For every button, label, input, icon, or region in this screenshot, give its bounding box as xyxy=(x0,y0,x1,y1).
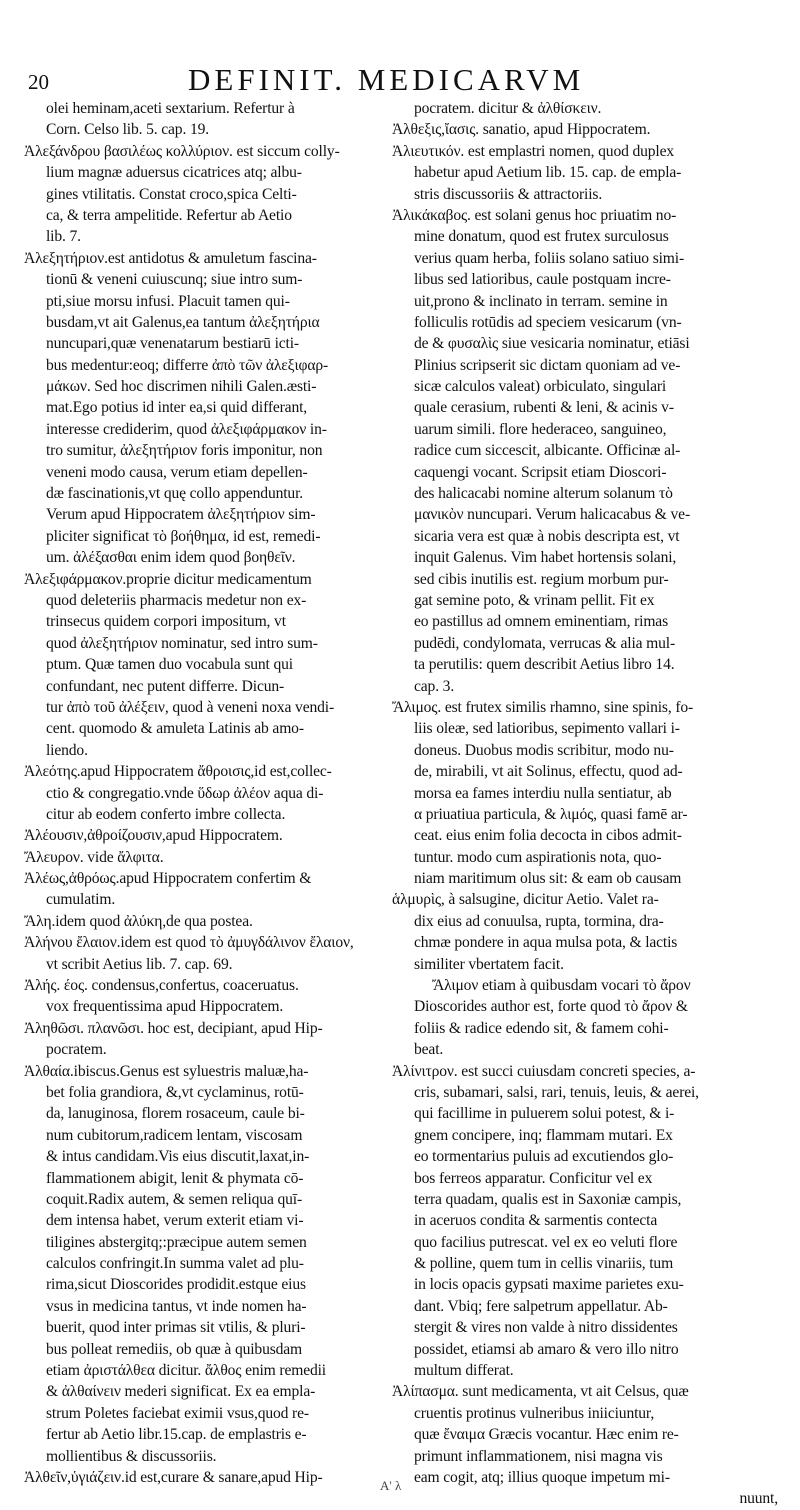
right-column-line: similiter vbertatem facit. xyxy=(414,955,564,973)
left-column-line: flammationem abigit, lenit & phymata cō- xyxy=(46,1169,304,1187)
right-column-line: pudēdi, condylomata, verrucas & alia mul- xyxy=(414,634,676,652)
left-column-line: da, lanuginosa, florem rosaceum, caule bi- xyxy=(46,1105,305,1123)
right-column-line: possidet, etiamsi ab amaro & vero illo nitro xyxy=(414,1340,679,1358)
right-column-line: niam maritimum olus sit: & eam ob causam xyxy=(414,870,682,888)
right-column-line: ἁλμυρὶς, à salsugine, dicitur Aetio. Valet ra- xyxy=(392,891,659,909)
right-column-line: multum differat. xyxy=(414,1362,514,1380)
left-column-line: ca, & terra ampelitide. Refertur ab Aetio xyxy=(46,206,292,224)
left-column-line: lium magnæ aduersus cicatrices atq; albu- xyxy=(46,164,302,182)
right-column-line: Ἀλθεξις,ἴασις. sanatio, apud Hippocratem. xyxy=(392,121,651,139)
right-column-line: eo tormentarius puluis ad excutiendos glo- xyxy=(414,1148,674,1166)
right-column-line: mine donatum, quod est frutex surculosus xyxy=(414,228,669,246)
left-column-line: interesse crediderim, quod ἀλεξιφάρμακον in- xyxy=(46,420,327,438)
right-column-line: quæ ἔναιμα Græcis vocantur. Hæc enim re- xyxy=(414,1426,679,1444)
left-column-line: quod ἀλεξητήριον nominatur, sed intro sum- xyxy=(46,634,318,652)
left-column-line: confundant, nec putent differre. Dicun- xyxy=(46,677,285,695)
left-column-line: tionū & veneni cuiuscunq; siue intro sum- xyxy=(46,271,303,289)
right-column-line: gnem concipere, inq; flammam mutari. Ex xyxy=(414,1126,673,1144)
left-column-line: calculos confringit.In summa valet ad plu- xyxy=(46,1255,304,1273)
left-column-line: lib. 7. xyxy=(46,228,81,246)
right-column-line: Ἀλίπασμα. sunt medicamenta, vt ait Celsus, quæ xyxy=(392,1383,689,1401)
left-column-line: coquit.Radix autem, & semen reliqua quī- xyxy=(46,1190,302,1208)
left-column-line: gines vtilitatis. Constat croco,spica Celti- xyxy=(46,185,297,203)
right-column-line: qui facillime in puluerem solui potest, & i- xyxy=(414,1105,675,1123)
left-column-line: pocratem. xyxy=(46,1041,107,1059)
left-column-line: Verum apud Hippocratem ἀλεξητήριον sim- xyxy=(46,506,316,524)
left-column-line: Ἀλεξιφάρμακον.proprie dicitur medicamentum xyxy=(24,570,312,588)
right-column-line: habetur apud Aetium lib. 15. cap. de empla- xyxy=(414,164,682,182)
left-column-line: liendo. xyxy=(46,741,88,759)
left-column-line: tro sumitur, ἀλεξητήριον foris imponitur, non xyxy=(46,442,323,460)
right-column-line: libus sed latioribus, caule postquam incre- xyxy=(414,271,671,289)
right-column-line: terra quadam, qualis est in Saxoniæ campis, xyxy=(414,1190,682,1208)
right-column-line: caquengi vocant. Scripsit etiam Dioscori- xyxy=(414,463,667,481)
left-column-line: & ἀλθαίνειν mederi significat. Ex ea empla- xyxy=(46,1383,316,1401)
right-column-line: radice cum siccescit, albicante. Officinæ al- xyxy=(414,442,681,460)
left-column-line: Ἀλθαία.ibiscus.Genus est syluestris maluæ,ha- xyxy=(24,1062,309,1080)
left-column-line: vt scribit Aetius lib. 7. cap. 69. xyxy=(46,955,233,973)
left-column-line: cumulatim. xyxy=(46,891,116,909)
left-column-line: Ἀλεξάνδρου βασιλέως κολλύριον. est siccum colly- xyxy=(24,142,340,160)
left-column-line: Ἀλεξητήριον.est antidotus & amuletum fascina- xyxy=(24,249,317,267)
right-column-line: foliis & radice edendo sit, & famem cohi- xyxy=(414,1019,669,1037)
right-column-line: folliculis rotūdis ad speciem vesicarum (vn- xyxy=(414,313,682,331)
left-column-line: nuncupari,quæ venenatarum bestiarū icti- xyxy=(46,335,299,353)
right-column-line: uit,prono & inclinato in terram. semine in xyxy=(414,292,668,310)
left-column-line: veneni modo causa, verum etiam depellen- xyxy=(46,463,308,481)
right-column-line: gat semine poto, & vrinam pellit. Fit ex xyxy=(414,591,655,609)
left-column xyxy=(24,98,374,1488)
left-column-line: bus polleat remediis, ob quæ à quibusdam xyxy=(46,1340,303,1358)
right-column-line: beat. xyxy=(414,1041,444,1059)
right-column-line: doneus. Duobus modis scribitur, modo nu- xyxy=(414,741,674,759)
left-column-line: mollientibus & discussoriis. xyxy=(46,1447,217,1465)
right-column-line: pocratem. dicitur & ἀλθίσκειν. xyxy=(414,100,602,117)
left-column-line: olei heminam,aceti sextarium. Refertur à xyxy=(46,100,295,117)
left-column-line: Ἀλής. έος. condensus,confertus, coaceruatus. xyxy=(24,977,299,995)
left-column-line: dæ fascinationis,vt quę collo appenduntur. xyxy=(46,485,304,503)
right-column-line: eam cogit, atq; illius quoque impetum mi- xyxy=(414,1469,670,1486)
right-column-line: de, mirabili, vt ait Solinus, effectu, quod ad- xyxy=(414,763,683,781)
left-column-line: pti,siue morsu infusi. Placuit tamen qui- xyxy=(46,292,290,310)
right-column-line: μανικὸν nuncupari. Verum halicacabus & ve- xyxy=(414,506,690,524)
right-column-line: quo facilius putrescat. vel ex eo veluti flore xyxy=(414,1233,678,1251)
right-column-line: ceat. eius enim folia decocta in cibos admit- xyxy=(414,827,682,845)
right-column-line: sicaria vera est quæ à nobis descripta est, vt xyxy=(414,527,680,545)
right-column-line: eo pastillus ad omnem eminentiam, rimas xyxy=(414,613,668,631)
right-column-line: & polline, quem tum in cellis vinariis, tum xyxy=(414,1255,674,1273)
right-column-line: α priuatiua particula, & λιμός, quasi famē ar- xyxy=(414,805,688,823)
left-column-line: um. ἀλέξασθαι enim idem quod βοηθεῖν. xyxy=(46,549,296,567)
left-column-line: buerit, quod inter primas sit vtilis, & pluri- xyxy=(46,1319,306,1337)
left-column-line: Ἄλευρον. vide ἄλφιτα. xyxy=(24,848,164,866)
right-column-line: sed cibis inutilis est. regium morbum pur- xyxy=(414,570,669,588)
left-column-line: rima,sicut Dioscorides prodidit.estque eius xyxy=(46,1276,306,1294)
right-column-line: cruentis protinus vulneribus iniiciuntur, xyxy=(414,1404,655,1422)
left-column-line: vsus in medicina tantus, vt inde nomen ha- xyxy=(46,1297,307,1315)
running-head: DEFINIT. MEDICARVM xyxy=(188,62,585,97)
left-column-line: tur ἀπὸ τοῦ ἀλέξειν, quod à veneni noxa vendi- xyxy=(46,698,334,716)
left-column-line: strum Poletes faciebat eximii vsus,quod re- xyxy=(46,1404,309,1422)
right-column-line: des halicacabi nomine alterum solanum τὸ xyxy=(414,485,673,503)
left-column-line: mat.Ego potius id inter ea,si quid differant, xyxy=(46,399,308,417)
left-column-line: citur ab eodem conferto imbre collecta. xyxy=(46,805,286,823)
right-column-line: Ἀλίνιτρον. est succi cuiusdam concreti species, a- xyxy=(392,1062,696,1080)
page-number: 20 xyxy=(28,70,49,94)
left-column-line: busdam,vt ait Galenus,ea tantum ἀλεξητήρια xyxy=(46,313,320,331)
right-column-line: liis oleæ, sed latioribus, sepimento vallari i- xyxy=(414,720,680,738)
left-column-line: num cubitorum,radicem lentam, viscosam xyxy=(46,1126,303,1144)
right-column-line: Ἀλιευτικόν. est emplastri nomen, quod duplex xyxy=(392,142,675,160)
right-column-line: quale cerasium, rubenti & leni, & acinis v- xyxy=(414,399,674,417)
left-column-line: Ἀλήνου ἔλαιον.idem est quod τὸ ἀμυγδάλινον ἔλαιον, xyxy=(24,934,354,952)
right-column-line: Ἀλικάκαβος. est solani genus hoc priuatim no- xyxy=(392,206,677,224)
right-column-line: primunt inflammationem, nisi magna vis xyxy=(414,1447,663,1465)
left-column-line: ptum. Quæ tamen duo vocabula sunt qui xyxy=(46,656,293,674)
left-column-line: quod deleteriis pharmacis medetur non ex- xyxy=(46,591,307,609)
left-column-line: tiligines abstergitq;:præcipue autem semen xyxy=(46,1233,307,1251)
page-header xyxy=(20,58,780,102)
left-column-line: cent. quomodo & amuleta Latinis ab amo- xyxy=(46,720,304,738)
left-column-line: Ἄλη.idem quod ἀλύκη,de qua postea. xyxy=(24,912,253,930)
right-column-line: tuntur. modo cum aspirationis nota, quo- xyxy=(414,848,662,866)
left-column-line: Ἀλέουσιν,ἀθροίζουσιν,apud Hippocratem. xyxy=(24,827,283,845)
right-column-line: ta perutilis: quem describit Aetius libro 14. xyxy=(414,656,675,674)
right-column-line: Ἄλιμον etiam à quibusdam vocari τὸ ἄρον xyxy=(432,977,691,995)
right-column-line: chmæ pondere in aqua mulsa pota, & lactis xyxy=(414,934,678,952)
left-column-line: Corn. Celso lib. 5. cap. 19. xyxy=(46,121,209,139)
left-column-line: bet folia grandiora, &,vt cyclaminus, rotū- xyxy=(46,1083,304,1101)
right-column-line: nuunt, xyxy=(739,1490,778,1508)
left-column-line: bus medentur:eoq; differre ἀπὸ τῶν ἀλεξιφαρ- xyxy=(46,356,329,374)
left-column-line: trinsecus quidem corpori impositum, vt xyxy=(46,613,286,631)
left-column-line: & intus candidam.Vis eius discutit,laxat,in- xyxy=(46,1148,310,1166)
right-column-line: dix eius ad conuulsa, rupta, tormina, dra- xyxy=(414,912,664,930)
left-column-line: Ἀλεότης.apud Hippocratem ἄθροισις,id est,collec- xyxy=(24,763,332,781)
left-column-line: μάκων. Sed hoc discrimen nihili Galen.æsti- xyxy=(46,378,317,396)
left-column-line: etiam ἀριστάλθεα dicitur. ἄλθος enim remedii xyxy=(46,1362,326,1380)
left-column-line: Ἀλέως,ἀθρόως.apud Hippocratem confertim & xyxy=(24,870,312,888)
left-column-line: Ἀληθῶσι. πλανῶσι. hoc est, decipiant, apud Hip- xyxy=(24,1019,323,1037)
right-column-line: stris discussoriis & attractoriis. xyxy=(414,185,603,203)
left-column-line: ctio & congregatio.vnde ὕδωρ ἀλέον aqua di- xyxy=(46,784,324,802)
left-column-line: fertur ab Aetio libr.15.cap. de emplastris e- xyxy=(46,1426,307,1444)
right-column-line: uarum simili. flore hederaceo, sanguineo, xyxy=(414,420,667,438)
right-column-line: inquit Galenus. Vim habet hortensis solani, xyxy=(414,549,677,567)
right-column-line: cris, subamari, salsi, rari, tenuis, leuis, & aerei, xyxy=(414,1083,699,1101)
right-column-line: Plinius scripserit sic dictam quoniam ad ve- xyxy=(414,356,681,374)
right-column-line: in aceruos condita & sarmentis contecta xyxy=(414,1212,658,1230)
left-column-line: Ἀλθεῖν,ὑγιάζειν.id est,curare & sanare,apud Hip- xyxy=(24,1469,323,1486)
right-column-line: bos ferreos apparatur. Conficitur vel ex xyxy=(414,1169,653,1187)
right-column-line: morsa ea fames interdiu nulla sentiatur, ab xyxy=(414,784,672,802)
right-column-line: Dioscorides author est, forte quod τὸ ἄρον & xyxy=(414,998,688,1016)
right-column xyxy=(392,98,782,1510)
right-column-line: in locis opacis gypsati maxime parietes exu- xyxy=(414,1276,684,1294)
left-column-line: dem intensa habet, verum exterit etiam vi- xyxy=(46,1212,304,1230)
bleed-through-mark: A' λ xyxy=(380,1478,402,1493)
left-column-line: pliciter significat τὸ βοήθημα, id est, remedi- xyxy=(46,527,321,545)
left-column-line: vox frequentissima apud Hippocratem. xyxy=(46,998,284,1016)
right-column-line: Ἄλιμος. est frutex similis rhamno, sine spinis, fo- xyxy=(392,698,694,716)
right-column-line: dant. Vbiq; fere salpetrum appellatur. Ab- xyxy=(414,1297,668,1315)
right-column-line: de & φυσαλὶς siue vesicaria nominatur, etiāsi xyxy=(414,335,690,353)
right-column-line: sicæ calculos valeat) orbiculato, singulari xyxy=(414,378,667,396)
right-column-line: verius quam herba, foliis solano satiuo simi- xyxy=(414,249,684,267)
right-column-line: cap. 3. xyxy=(414,677,455,695)
right-column-line: stergit & vires non valde à nitro dissidentes xyxy=(414,1319,678,1337)
